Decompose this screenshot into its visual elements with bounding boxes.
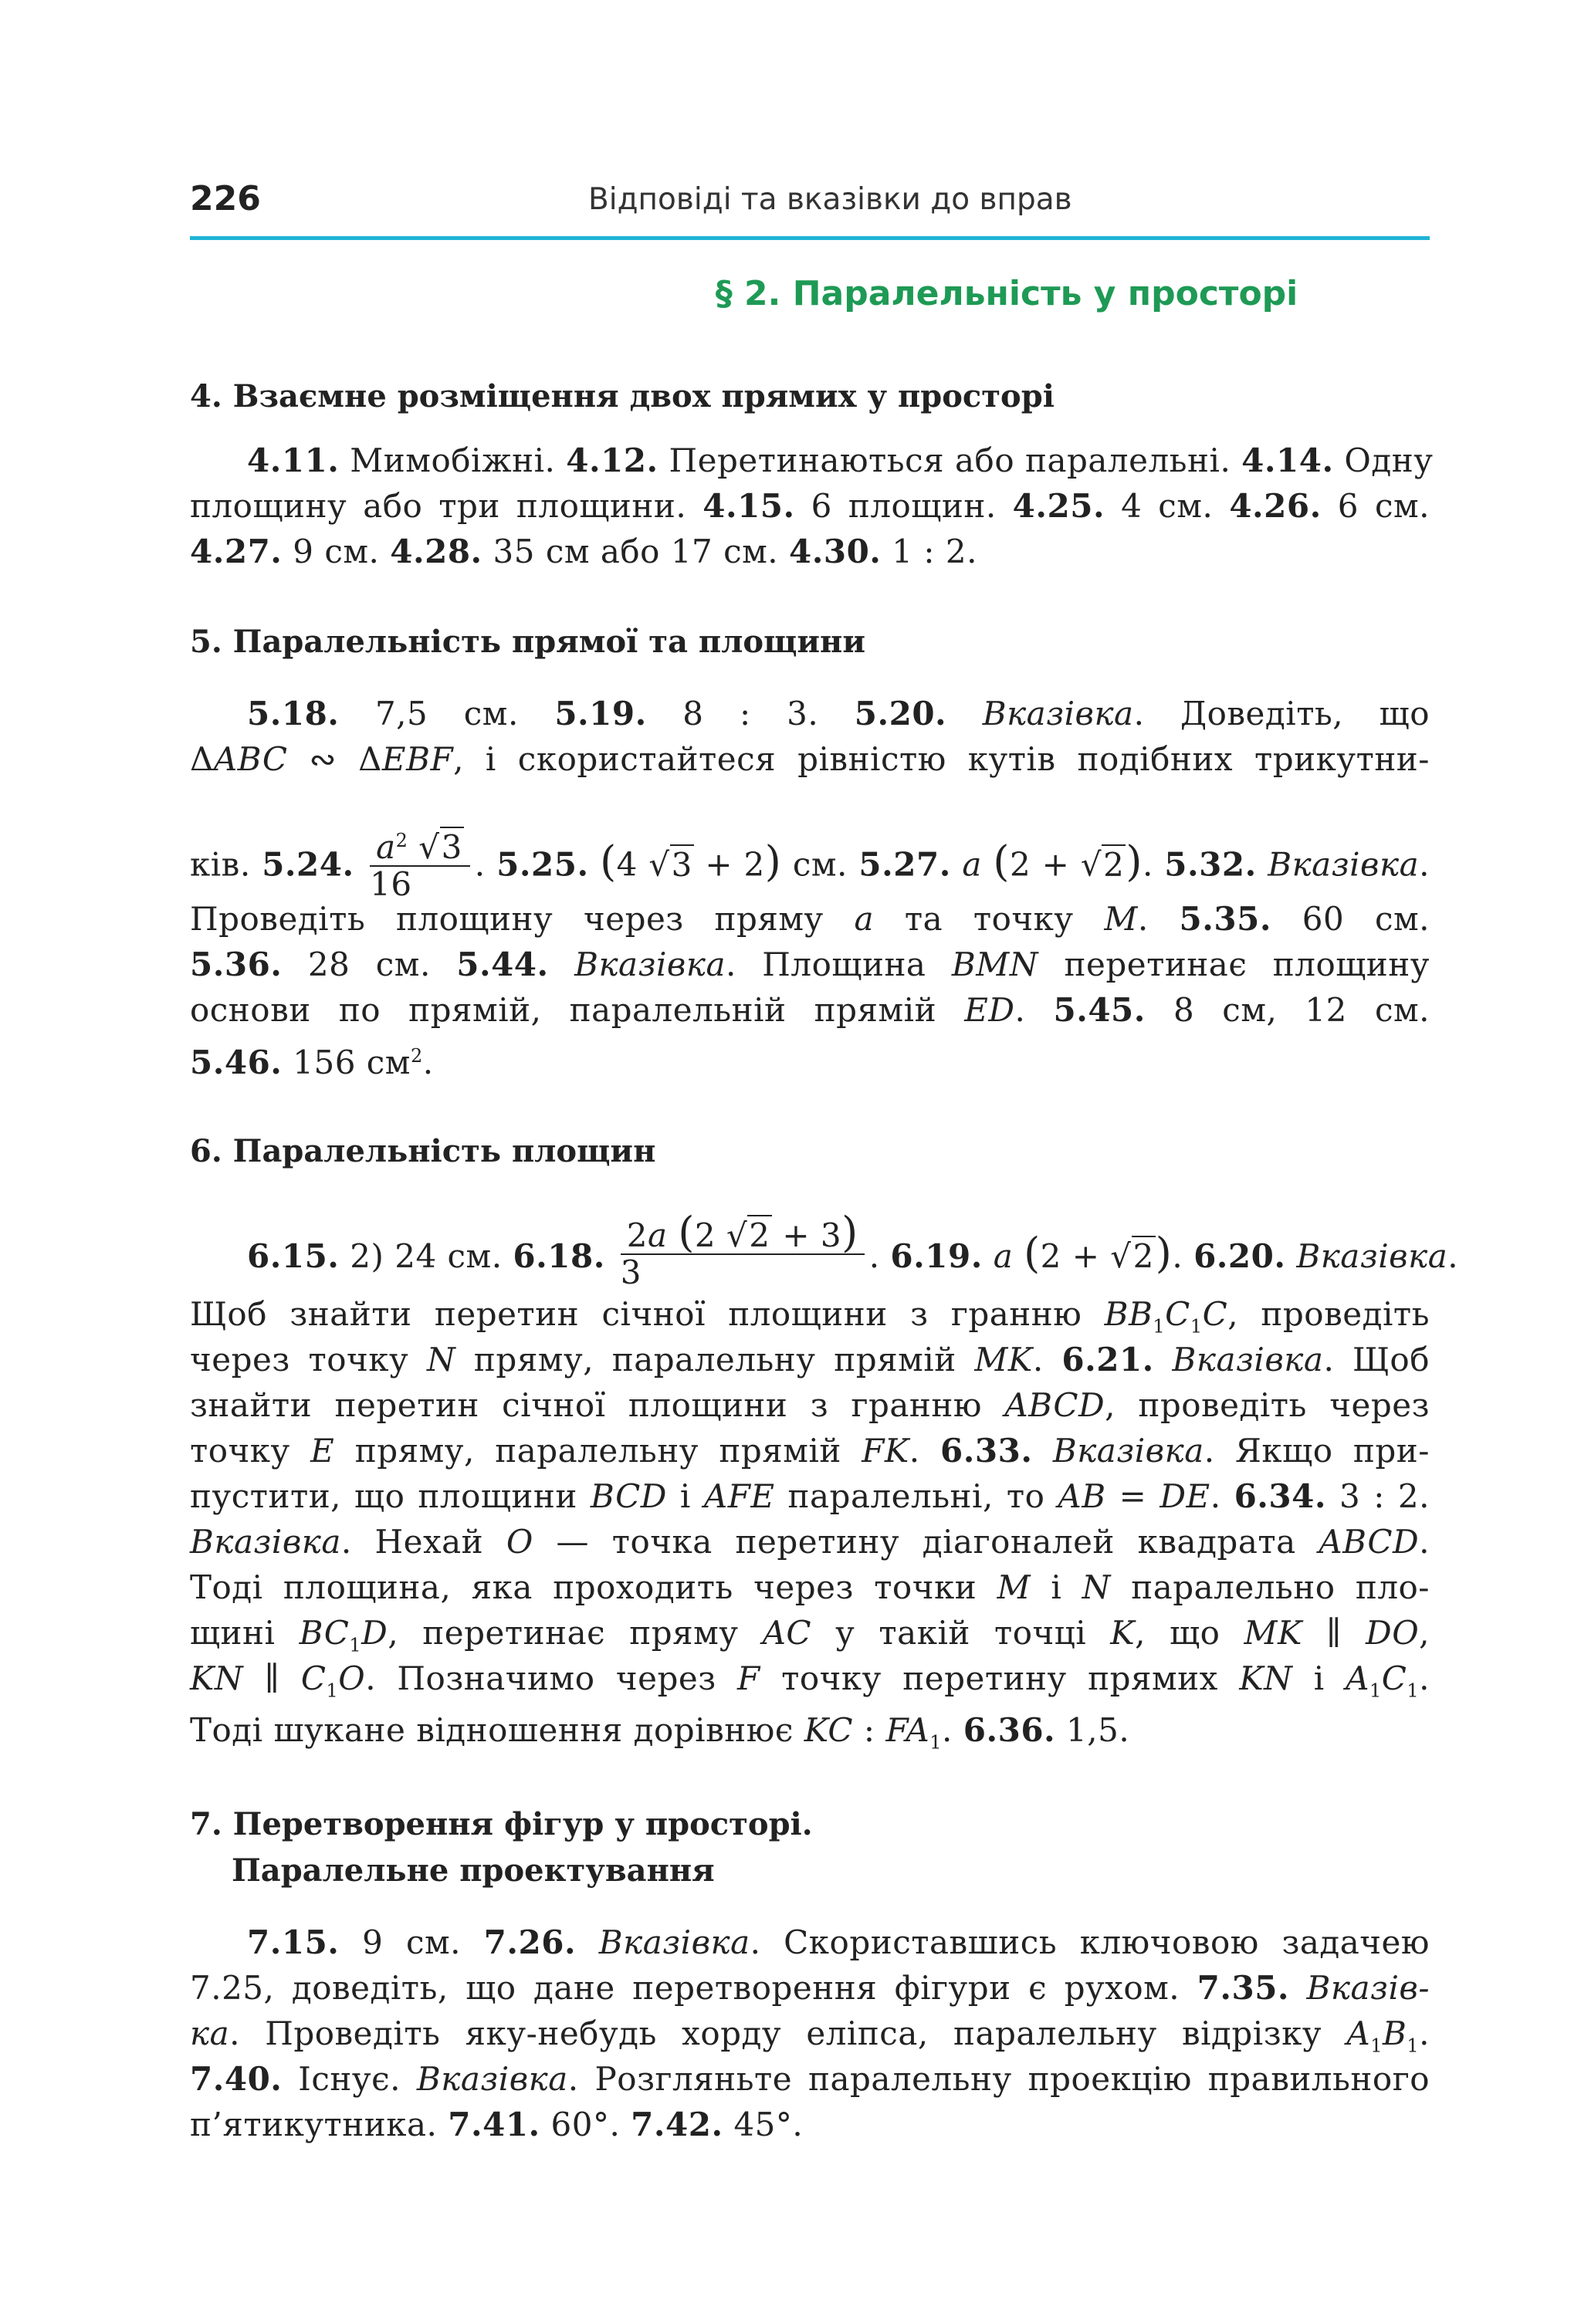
fraction: $\frac{2a (2 √2 + 3)}{3}$ — [621, 1218, 865, 1291]
answer-line: 5.36. 28 см. 5.44. Вказівка. Площина BMN перетинає площину — [190, 945, 1430, 983]
answer-line: ків. 5.24. $\frac{a^2 √3}{16}$ . 5.25. (4 √3 + 2) см. 5.27. a (2 + √2). 5.32. Вказівка. — [190, 827, 1430, 907]
answer-line: Тоді шукане відношення дорівнює KC : $FA_1$. 6.36. 1,5. — [190, 1711, 1130, 1754]
answer-line: п’ятикутника. 7.41. 60°. 7.42. 45°. — [190, 2106, 804, 2143]
page-header — [190, 179, 1430, 244]
fraction: $\frac{a^2 √3}{16}$ — [370, 823, 470, 902]
answer-line: точку E пряму, паралельну прямій FK. 6.33. Вказівка. Якщо при- — [190, 1432, 1430, 1470]
section-7-heading: 7. Перетворення фігур у просторі. — [190, 1806, 813, 1842]
answer-line: 4.27. 9 см. 4.28. 35 см або 17 см. 4.30. 1 : 2. — [190, 533, 977, 570]
answer-line: 5.46. 156 $см^2$. — [190, 1044, 434, 1081]
section-5-heading: 5. Паралельність прямої та площини — [190, 624, 865, 660]
answer-line: Проведіть площину через пряму a та точку M. 5.35. 60 см. — [190, 900, 1430, 938]
chapter-title: § 2. Паралельність у просторі — [715, 274, 1298, 313]
answer-line: 7.15. 9 см. 7.26. Вказівка. Скориставшись ключовою задачею — [247, 1923, 1430, 1961]
answer-line: щині $BC_1D$, перетинає пряму AC у такій точці K, що MK ∥ DO, — [190, 1614, 1430, 1656]
page-number: 226 — [190, 179, 261, 218]
header-rule — [190, 236, 1430, 240]
answer-line: ΔABC ∾ ΔEBF, і скористайтеся рівністю кутів подібних трикутни- — [190, 740, 1430, 778]
answer-line: площину або три площини. 4.15. 6 площин. 4.25. 4 см. 4.26. 6 см. — [190, 487, 1430, 525]
answer-line: знайти перетин січної площини з гранню ABCD, проведіть через — [190, 1386, 1430, 1424]
answer-line: 7.25, доведіть, що дане перетворення фігури є рухом. 7.35. Вказів- — [190, 1969, 1430, 2007]
answer-line: 5.18. 7,5 см. 5.19. 8 : 3. 5.20. Вказівка. Доведіть, що — [247, 695, 1430, 732]
answer-line: KN ∥ $C_1O$. Позначимо через F точку перетину прямих KN і $A_1C_1$. — [190, 1659, 1430, 1702]
answer-line: основи по прямій, паралельній прямій ED. 5.45. 8 см, 12 см. — [190, 991, 1430, 1029]
section-7-heading-cont: Паралельне проектування — [232, 1852, 715, 1889]
answer-line: Щоб знайти перетин січної площини з гранню $BB_1C_1C$, проведіть — [190, 1295, 1430, 1338]
section-6-heading: 6. Паралельність площин — [190, 1133, 656, 1169]
answer-line: 7.40. Існує. Вказівка. Розгляньте паралельну проекцію правильного — [190, 2060, 1430, 2098]
answer-line: Вказівка. Нехай O — точка перетину діагоналей квадрата ABCD. — [190, 1523, 1430, 1561]
answer-line: пустити, що площини BCD і AFE паралельні, то AB = DE. 6.34. 3 : 2. — [190, 1477, 1430, 1515]
section-4-heading: 4. Взаємне розміщення двох прямих у просторі — [190, 378, 1055, 414]
answer-line: Тоді площина, яка проходить через точки M і N паралельно пло- — [190, 1568, 1430, 1606]
answer-line: ка. Проведіть яку-небудь хорду еліпса, паралельну відрізку $A_1B_1$. — [190, 2014, 1430, 2057]
answer-line: через точку N пряму, паралельну прямій MK. 6.21. Вказівка. Щоб — [190, 1341, 1430, 1379]
running-title: Відповіді та вказівки до вправ — [588, 182, 1072, 217]
answer-line: 6.15. 2) 24 см. 6.18. $\frac{2a (2 √2 + 3)}{3}$ . 6.19. a (2 + √2). 6.20. Вказівка. — [247, 1208, 1459, 1291]
answer-line: 4.11. Мимобіжні. 4.12. Перетинаються або паралельні. 4.14. Одну — [247, 441, 1434, 479]
